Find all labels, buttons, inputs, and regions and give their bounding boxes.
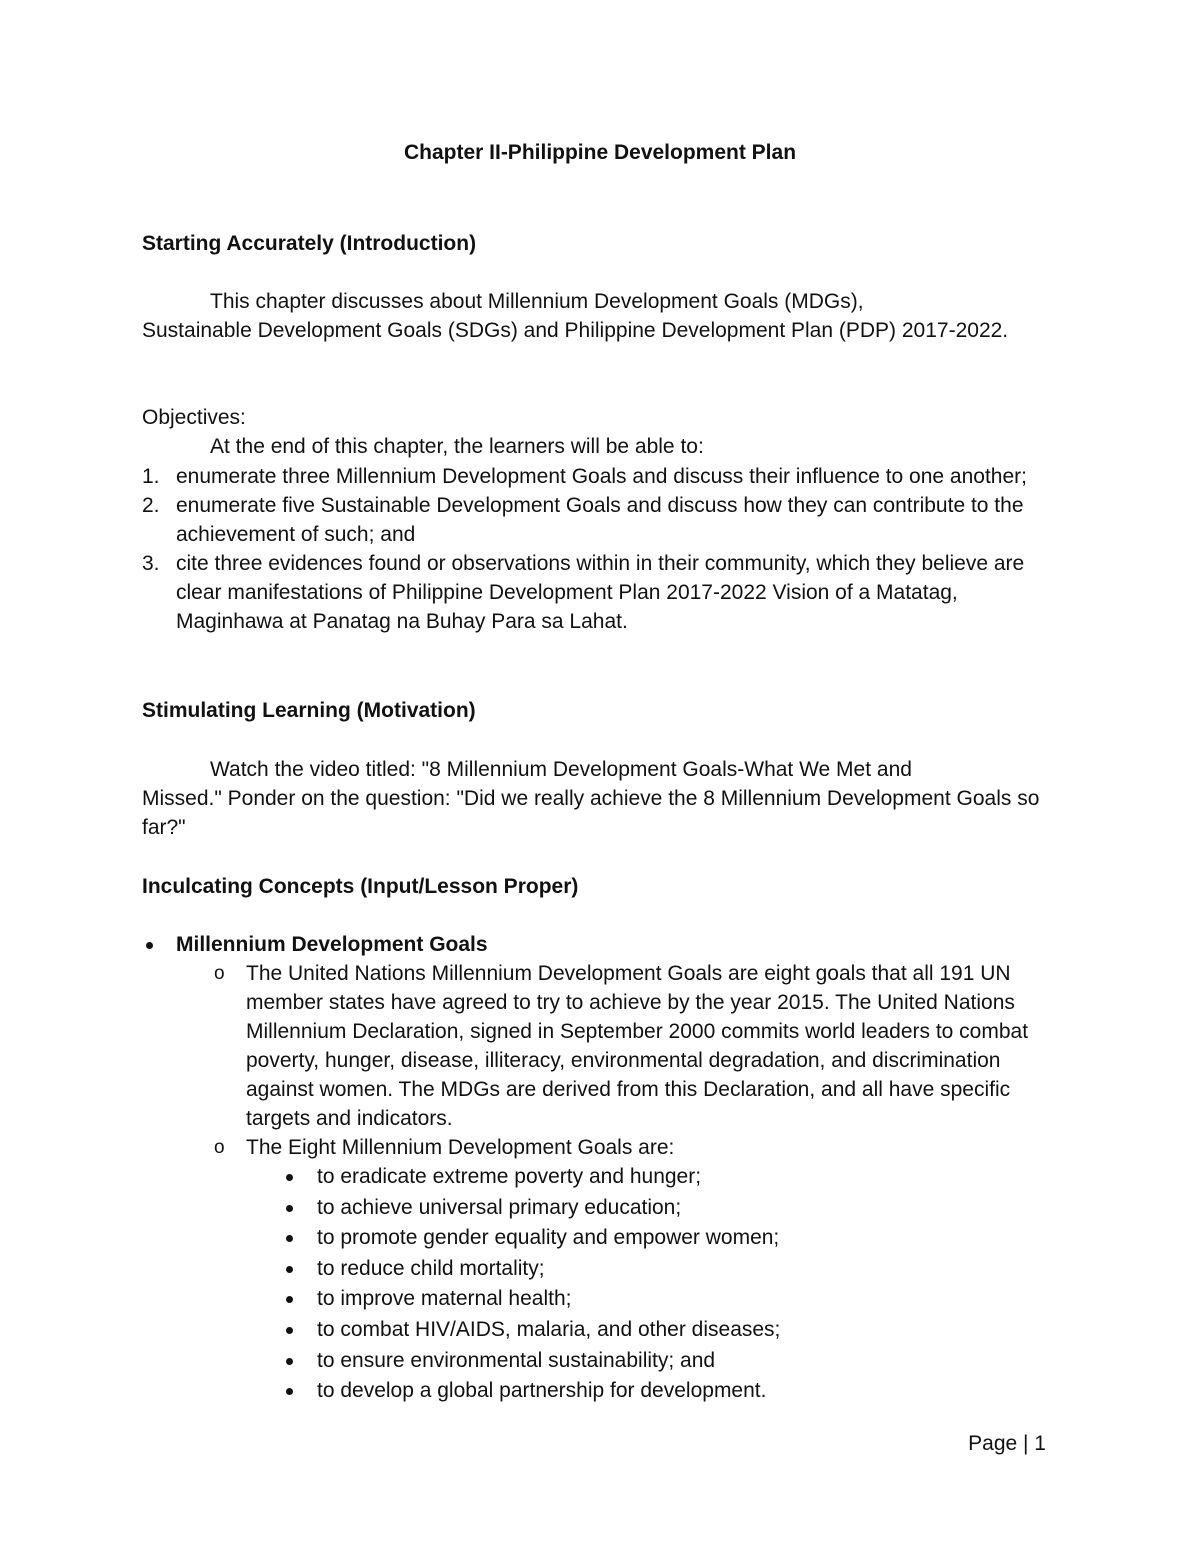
goal-item (142, 1223, 1062, 1254)
motivation-paragraph (142, 755, 1062, 842)
mdg-sub-text: The United Nations Millennium Development Goals are eight goals that all 191 UN member states have agreed to try to achieve by the year 2015. The United Nations Millennium Declaration, signed in September 2000 commits world leaders to combat poverty, hunger, disease, illiteracy, environmental degradation, and discrimination against women. The MDGs are derived from this Declaration, and all have specific targets and indicators. (246, 962, 1029, 1130)
goal-item (142, 1376, 1062, 1407)
goal-text: to combat HIV/AIDS, malaria, and other diseases; (317, 1317, 781, 1341)
objective-item (142, 549, 1062, 636)
motivation-heading: Stimulating Learning (Motivation) (142, 699, 476, 722)
lesson-content (142, 930, 1062, 1407)
objective-item (142, 491, 1062, 549)
bullet-icon (286, 1266, 293, 1273)
document-title: Chapter II-Philippine Development Plan (403, 141, 797, 164)
mdg-bullet (142, 930, 1062, 959)
goal-item (142, 1284, 1062, 1315)
circle-bullet-icon: o (214, 1137, 225, 1158)
motivation-paragraph-line1: Watch the video titled: "8 Millennium Development Goals-What We Met and (210, 758, 912, 781)
goal-text: to develop a global partnership for development. (317, 1379, 767, 1403)
goal-text: to eradicate extreme poverty and hunger; (317, 1165, 702, 1188)
intro-paragraph-rest: Sustainable Development Goals (SDGs) and Philippine Development Plan (PDP) 2017-2022. (142, 319, 1009, 342)
mdg-sub-item (142, 1133, 1062, 1162)
objectives-label: Objectives: (142, 406, 246, 429)
objectives-list (142, 462, 1062, 636)
intro-paragraph-line1: This chapter discusses about Millennium Development Goals (MDGs), (210, 290, 864, 313)
intro-heading: Starting Accurately (Introduction) (142, 232, 477, 255)
goal-text: to improve maternal health; (317, 1287, 572, 1311)
goal-text: to ensure environmental sustainability; and (317, 1348, 716, 1372)
circle-bullet-icon: o (214, 963, 225, 984)
lesson-heading: Inculcating Concepts (Input/Lesson Proper) (142, 875, 579, 898)
bullet-icon (286, 1235, 293, 1242)
objective-text: cite three evidences found or observations within in their community, which they believe are clear manifestations of Philippine Development Plan 2017-2022 Vision of a Matatag, Maginhawa at Panatag na Buhay Para sa Lahat. (176, 552, 1025, 633)
goal-item (142, 1162, 1062, 1193)
bullet-icon (286, 1296, 293, 1303)
goal-item (142, 1254, 1062, 1285)
bullet-icon (286, 1388, 293, 1395)
goal-item (142, 1346, 1062, 1377)
goal-text: to achieve universal primary education; (317, 1195, 682, 1219)
intro-paragraph (142, 287, 1062, 345)
bullet-icon (286, 1205, 293, 1212)
goal-text: to reduce child mortality; (317, 1256, 545, 1280)
goal-item (142, 1315, 1062, 1346)
mdg-sub-text: The Eight Millennium Development Goals are: (246, 1136, 675, 1159)
page-number: Page | 1 (968, 1432, 1046, 1455)
objective-number: 3. (142, 552, 160, 575)
bullet-icon (286, 1174, 293, 1181)
objective-text: enumerate five Sustainable Development Goals and discuss how they can contribute to the achievement of such; and (176, 494, 1024, 546)
motivation-paragraph-rest: Missed." Ponder on the question: "Did we really achieve the 8 Millennium Development Goals so far?" (142, 787, 1040, 839)
goal-item (142, 1193, 1062, 1224)
mdg-sub-item (142, 959, 1062, 1133)
objectives-intro: At the end of this chapter, the learners will be able to: (210, 435, 704, 458)
objective-number: 2. (142, 494, 160, 517)
bullet-icon (286, 1358, 293, 1365)
mdg-bullet-title: Millennium Development Goals (176, 933, 488, 956)
objective-text: enumerate three Millennium Development Goals and discuss their influence to one another; (176, 465, 1027, 488)
bullet-icon (286, 1327, 293, 1334)
objective-number: 1. (142, 465, 160, 488)
objective-item (142, 462, 1062, 491)
goal-text: to promote gender equality and empower women; (317, 1226, 780, 1250)
bullet-icon (146, 942, 153, 949)
